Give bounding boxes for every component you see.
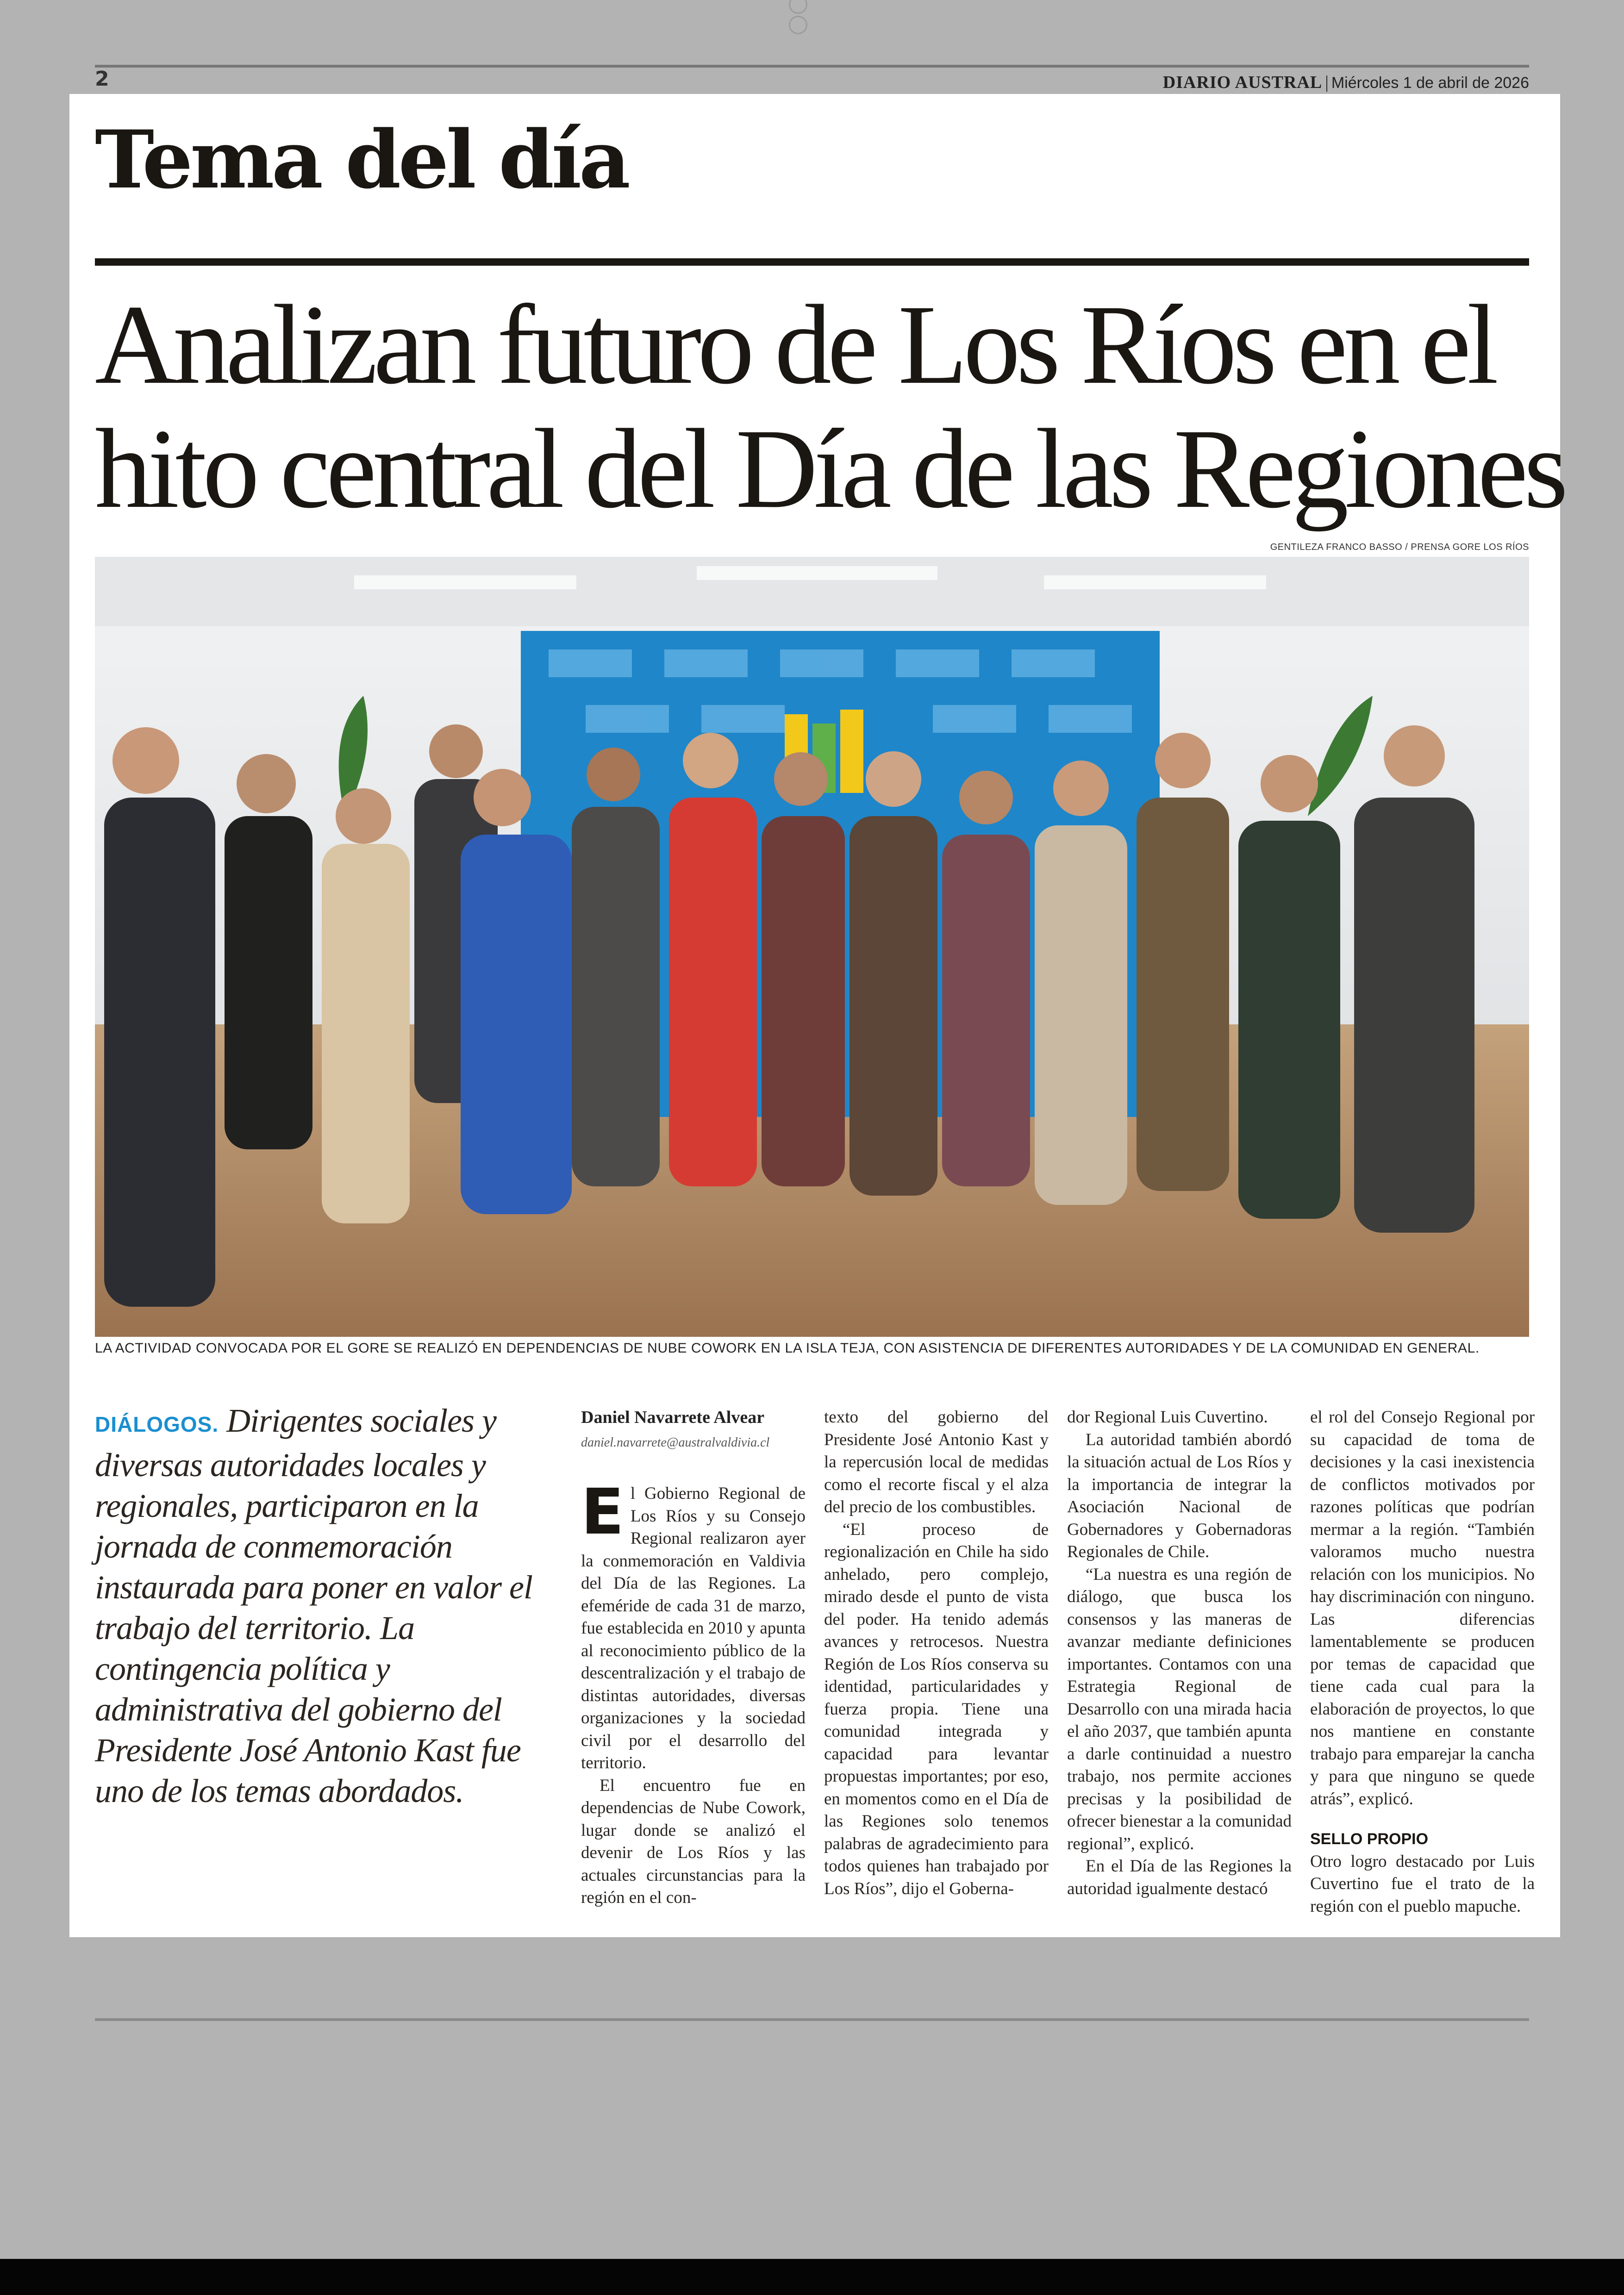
photo-credit: GENTILEZA FRANCO BASSO / PRENSA GORE LOS RÍOS xyxy=(1270,542,1529,552)
page-number: 2 xyxy=(95,67,109,91)
subhead: SELLO PROPIO xyxy=(1310,1830,1429,1848)
masthead-separator: | xyxy=(1325,73,1329,92)
body-paragraph: texto del gobierno del Presidente José Antonio Kast y la repercusión local de medidas como el recorte fiscal y el alza del precio de los combustibles. xyxy=(824,1408,1049,1516)
issue-date: Miércoles 1 de abril de 2026 xyxy=(1331,74,1529,92)
headline-line-2: hito central del Día de las Regiones xyxy=(95,406,1564,532)
lead-paragraph xyxy=(95,1400,560,1811)
body-paragraph: dor Regional Luis Cuvertino. xyxy=(1067,1408,1268,1427)
page-indicator xyxy=(782,0,843,14)
section-rule xyxy=(95,258,1529,266)
body-paragraph: Otro logro destacado por Luis Cuvertino fue el trato de la región con el pueblo mapuche. xyxy=(1310,1852,1535,1916)
drop-cap: E xyxy=(581,1476,624,1549)
newspaper-page xyxy=(69,94,1564,1937)
headline-line-1: Analizan futuro de Los Ríos en el xyxy=(95,282,1495,408)
body-column-4 xyxy=(1310,1406,1535,1918)
photo-caption: LA ACTIVIDAD CONVOCADA POR EL GORE SE REALIZÓ EN DEPENDENCIAS DE NUBE COWORK EN LA ISLA TEJA, CON ASISTENCIA DE DIFERENTES AUTORIDADES Y DE LA COMUNIDAD EN GENERAL. xyxy=(95,1341,1480,1356)
byline-author: Daniel Navarrete Alvear xyxy=(581,1408,765,1427)
section-title: Tema del día xyxy=(95,112,628,206)
body-paragraph: el rol del Consejo Regional por su capacidad de toma de decisiones y la casi inexistencia de conflictos motivados por razones políticas que podrían mermar a la región. “También valoramos mucho nuestra relación con los municipios. No hay discriminación con ninguno. Las diferencias lamentablemente se producen por temas de capacidad que tiene cada cual para la elaboración de proyectos, lo que nos mantiene en constante trabajo para emparejar la cancha y para que ninguno se quede atrás”, explicó. xyxy=(1310,1408,1535,1809)
body-paragraph: La autoridad también abordó la situación actual de Los Ríos y la importancia de integrar la Asociación Nacional de Gobernadores y Gobernadoras Regionales de Chile. xyxy=(1067,1430,1292,1561)
page-dot[interactable] xyxy=(789,0,807,14)
lead-kicker: DIÁLOGOS. xyxy=(95,1412,219,1436)
body-paragraph: “La nuestra es una región de diálogo, que busca los consensos y las maneras de avanzar mediante definiciones importantes. Contamos con una Estrategia Regional de Desarrollo con una mirada hacia el año 2037, que también apunta a darle continuidad a nuestro trabajo, nos permite acciones precisas y la posibilidad de ofrecer bienestar a la comunidad regional”, explicó. xyxy=(1067,1565,1292,1853)
header-rule xyxy=(95,65,1529,68)
body-paragraph: “El proceso de regionalización en Chile ha sido anhelado, pero complejo, mirado desde el punto de vista del poder. Ha tenido además avances y retrocesos. Nuestra Región de Los Ríos conserva su identidad, particularidades y fuerza propia. Tiene una comunidad integrada y capacidad para levantar propuestas importantes; por eso, en momentos como en el Día de las Regiones solo tenemos palabras de agradecimiento para todos quienes han trabajado por Los Ríos”, dijo el Goberna- xyxy=(824,1520,1049,1898)
headline xyxy=(95,282,1564,532)
body-column-2 xyxy=(824,1406,1049,1900)
body-column-3 xyxy=(1067,1406,1292,1900)
body-column-1 xyxy=(581,1406,806,1909)
paper-name: DIARIO AUSTRAL xyxy=(1162,73,1323,92)
viewer-bottom-bar xyxy=(0,2259,1624,2295)
page-dot[interactable] xyxy=(789,16,807,34)
byline-email[interactable]: daniel.navarrete@australvaldivia.cl xyxy=(581,1435,770,1450)
body-paragraph: l Gobierno Regional de Los Ríos y su Consejo Regional realizaron ayer la conmemoración en Valdivia del Día de las Regiones. La efeméride de cada 31 de marzo, fue establecida en 2010 y apunta al reconocimiento público de la descentralización y el trabajo de distintas autoridades, diversas organizaciones y la sociedad civil por el desarrollo del territorio. xyxy=(581,1484,806,1772)
masthead xyxy=(1163,72,1529,93)
group-photo xyxy=(95,557,1529,1337)
body-paragraph: En el Día de las Regiones la autoridad igualmente destacó xyxy=(1067,1857,1292,1898)
body-paragraph: El encuentro fue en dependencias de Nube Cowork, lugar donde se analizó el devenir de Los Ríos y las actuales circunstancias para la región en el con- xyxy=(581,1776,806,1907)
footer-rule xyxy=(95,2018,1529,2021)
lead-text: Dirigentes sociales y diversas autoridades locales y regionales, participaron en la jornada de conmemoración instaurada para poner en valor el trabajo del territorio. La contingencia política y administrativa del gobierno del Presidente José Antonio Kast fue uno de los temas abordados. xyxy=(95,1402,532,1809)
